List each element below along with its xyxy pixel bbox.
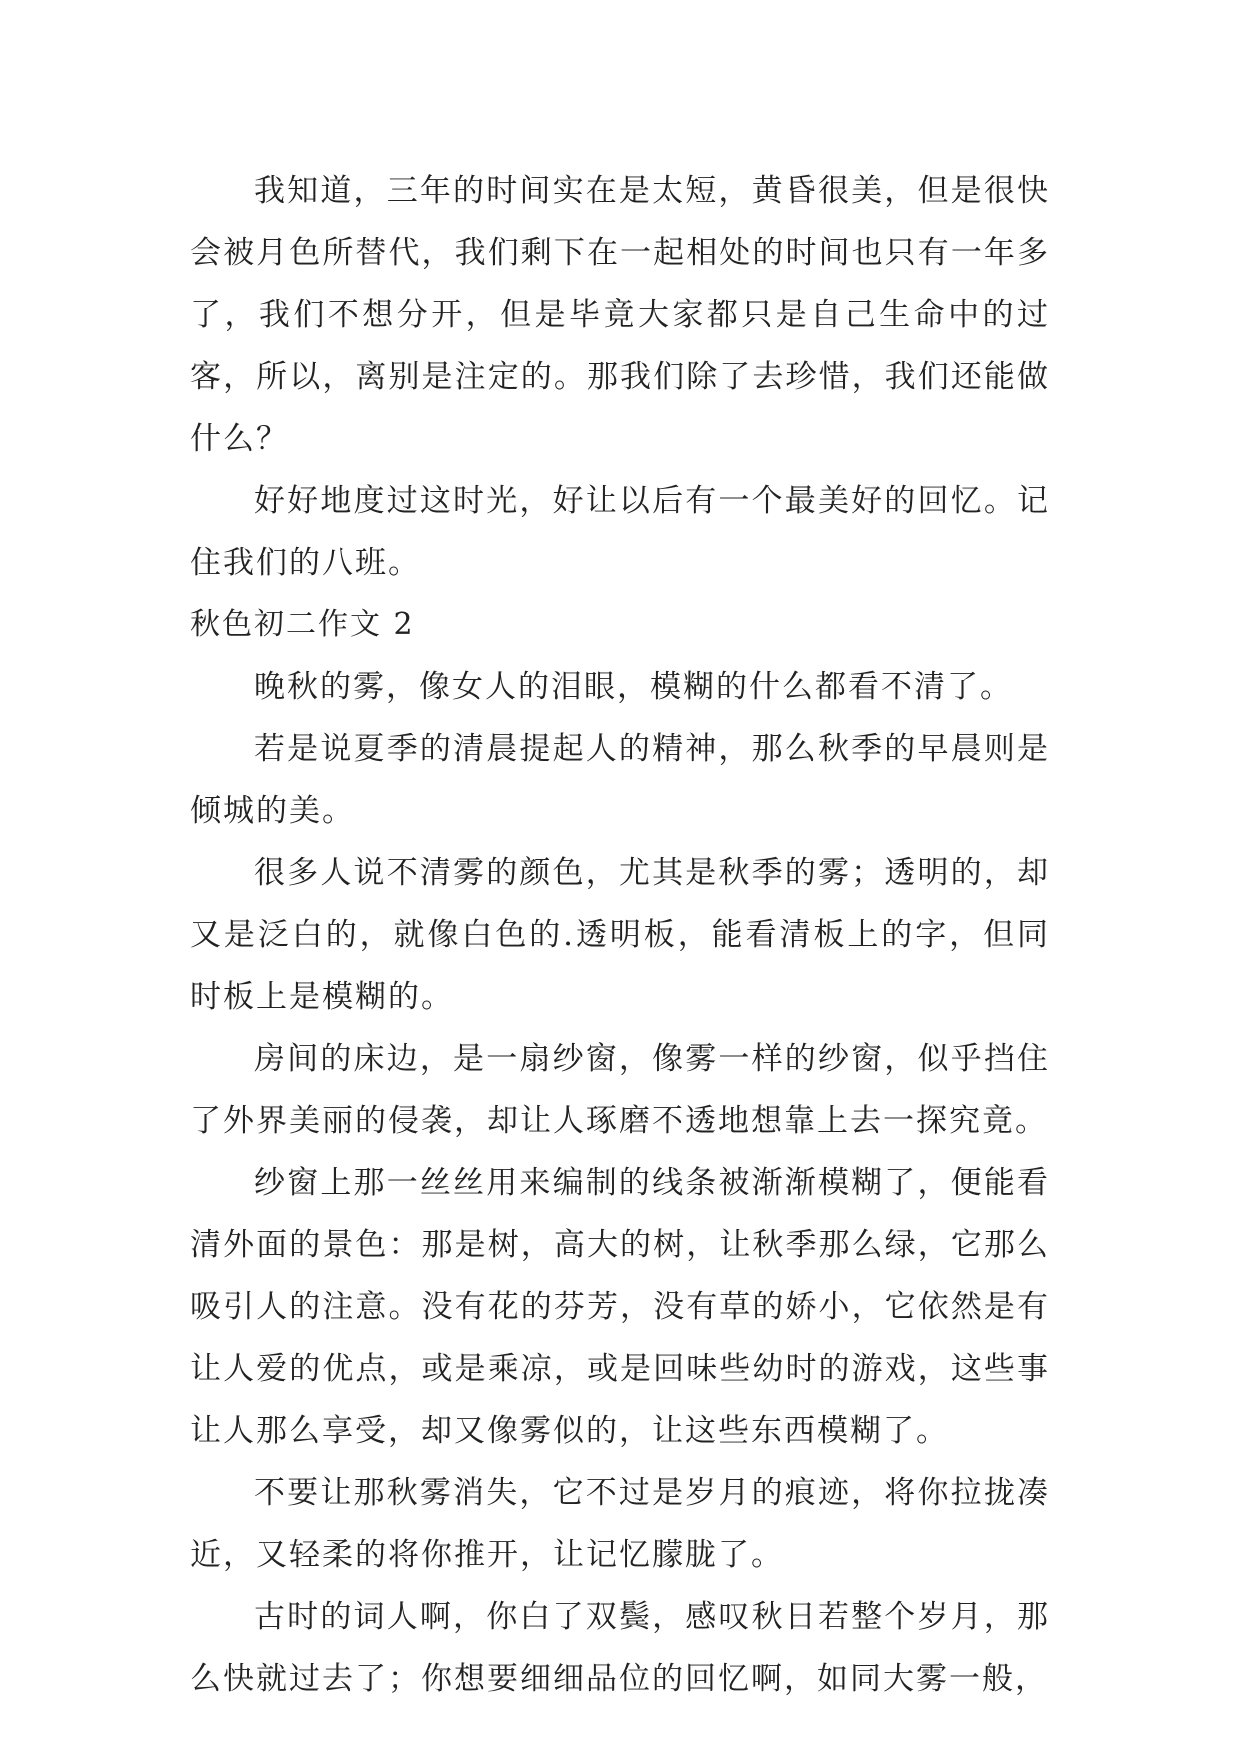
paragraph: 房间的床边，是一扇纱窗，像雾一样的纱窗，似乎挡住了外界美丽的侵袭，却让人琢磨不透地想靠上去一探究竟。	[190, 1041, 1050, 1139]
section-heading: 秋色初二作文 2	[190, 607, 415, 642]
paragraph: 若是说夏季的清晨提起人的精神，那么秋季的早晨则是倾城的美。	[190, 731, 1050, 829]
paragraph: 古时的词人啊，你白了双鬓，感叹秋日若整个岁月，那么快就过去了；你想要细细品位的回忆啊，如同大雾一般，	[190, 1599, 1050, 1697]
paragraph: 晚秋的雾，像女人的泪眼，模糊的什么都看不清了。	[254, 669, 1013, 705]
paragraph: 不要让那秋雾消失，它不过是岁月的痕迹，将你拉拢凑近，又轻柔的将你推开，让记忆朦胧了。	[190, 1475, 1050, 1573]
paragraph: 好好地度过这时光，好让以后有一个最美好的回忆。记住我们的八班。	[190, 483, 1050, 581]
paragraph: 我知道，三年的时间实在是太短，黄昏很美，但是很快会被月色所替代，我们剩下在一起相处的时间也只有一年多了，我们不想分开，但是毕竟大家都只是自己生命中的过客，所以，离别是注定的。那我们除了去珍惜，我们还能做什么？	[190, 173, 1050, 457]
paragraph: 纱窗上那一丝丝用来编制的线条被渐渐模糊了，便能看清外面的景色：那是树，高大的树，让秋季那么绿，它那么吸引人的注意。没有花的芬芳，没有草的娇小，它依然是有让人爱的优点，或是乘凉，或是回味些幼时的游戏，这些事让人那么享受，却又像雾似的，让这些东西模糊了。	[190, 1165, 1050, 1449]
document-body	[190, 160, 1050, 1710]
paragraph: 很多人说不清雾的颜色，尤其是秋季的雾；透明的，却又是泛白的，就像白色的.透明板，能看清板上的字，但同时板上是模糊的。	[190, 855, 1050, 1015]
